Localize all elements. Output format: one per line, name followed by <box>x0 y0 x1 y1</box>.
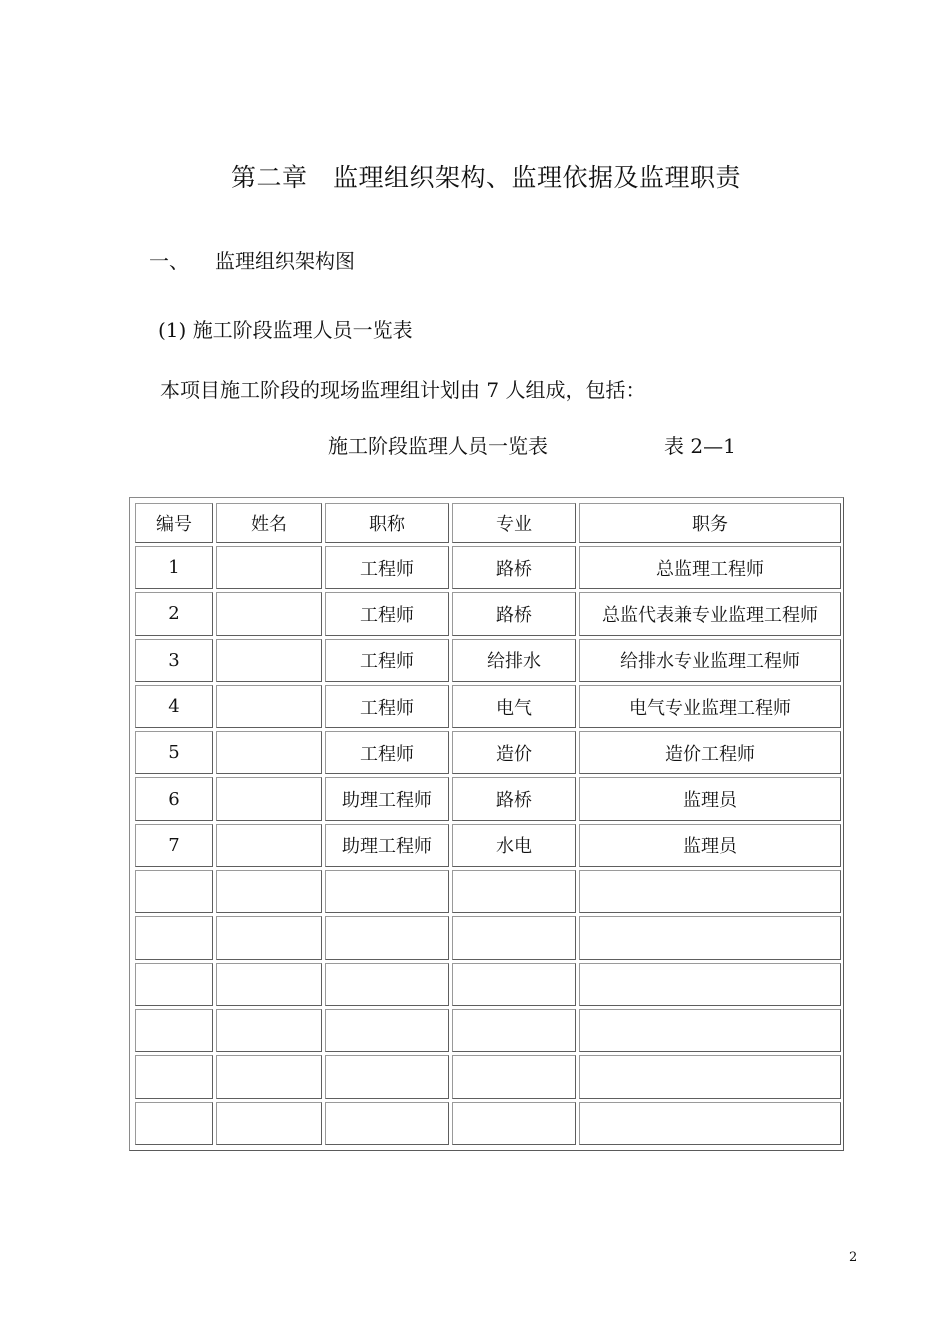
cell-id: 7 <box>135 824 213 867</box>
cell-name <box>216 1102 322 1145</box>
cell-name <box>216 546 322 589</box>
table-row <box>135 546 841 589</box>
cell-name <box>216 1055 322 1098</box>
cell-position: 给排水专业监理工程师 <box>579 639 841 682</box>
cell-title: 工程师 <box>325 685 449 728</box>
cell-id: 1 <box>135 546 213 589</box>
table-row <box>135 731 841 774</box>
cell-id <box>135 870 213 913</box>
header-title: 职称 <box>325 503 449 543</box>
table-body <box>135 546 841 1145</box>
cell-position <box>579 1102 841 1145</box>
cell-specialty: 造价 <box>452 731 576 774</box>
cell-position: 监理员 <box>579 824 841 867</box>
cell-position: 造价工程师 <box>579 731 841 774</box>
table-number: 表 2—1 <box>664 434 736 458</box>
cell-specialty: 路桥 <box>452 777 576 820</box>
cell-id <box>135 1102 213 1145</box>
cell-specialty <box>452 963 576 1006</box>
cell-name <box>216 963 322 1006</box>
cell-name <box>216 916 322 959</box>
staff-table-frame <box>129 497 844 1151</box>
cell-title: 工程师 <box>325 639 449 682</box>
cell-name <box>216 870 322 913</box>
cell-position: 电气专业监理工程师 <box>579 685 841 728</box>
table-header-row <box>135 503 841 543</box>
cell-specialty <box>452 1055 576 1098</box>
page-number: 2 <box>849 1250 858 1265</box>
header-position: 职务 <box>579 503 841 543</box>
cell-name <box>216 731 322 774</box>
cell-title <box>325 916 449 959</box>
table-row <box>135 916 841 959</box>
section-title: 监理组织架构图 <box>215 249 355 273</box>
cell-specialty: 路桥 <box>452 546 576 589</box>
cell-id <box>135 963 213 1006</box>
table-row <box>135 685 841 728</box>
cell-id: 5 <box>135 731 213 774</box>
table-row <box>135 1102 841 1145</box>
table-row <box>135 592 841 635</box>
cell-title <box>325 1009 449 1052</box>
subsection-heading: (1) 施工阶段监理人员一览表 <box>158 318 413 342</box>
cell-title: 工程师 <box>325 731 449 774</box>
cell-id: 2 <box>135 592 213 635</box>
table-row <box>135 1009 841 1052</box>
cell-name <box>216 777 322 820</box>
cell-name <box>216 1009 322 1052</box>
table-row <box>135 1055 841 1098</box>
cell-specialty <box>452 1009 576 1052</box>
cell-id <box>135 916 213 959</box>
cell-specialty <box>452 870 576 913</box>
table-caption: 施工阶段监理人员一览表 <box>328 434 548 458</box>
cell-title: 工程师 <box>325 592 449 635</box>
cell-title: 助理工程师 <box>325 824 449 867</box>
cell-specialty: 给排水 <box>452 639 576 682</box>
cell-title <box>325 1055 449 1098</box>
cell-title <box>325 963 449 1006</box>
table-row <box>135 824 841 867</box>
cell-position: 监理员 <box>579 777 841 820</box>
cell-id: 6 <box>135 777 213 820</box>
cell-specialty: 电气 <box>452 685 576 728</box>
cell-title <box>325 1102 449 1145</box>
header-id: 编号 <box>135 503 213 543</box>
header-name: 姓名 <box>216 503 322 543</box>
intro-paragraph: 本项目施工阶段的现场监理组计划由 7 人组成，包括： <box>160 378 646 402</box>
cell-name <box>216 824 322 867</box>
staff-table <box>132 500 844 1148</box>
cell-position: 总监代表兼专业监理工程师 <box>579 592 841 635</box>
cell-specialty: 路桥 <box>452 592 576 635</box>
cell-position <box>579 1009 841 1052</box>
cell-name <box>216 639 322 682</box>
cell-id: 4 <box>135 685 213 728</box>
cell-position <box>579 916 841 959</box>
cell-id: 3 <box>135 639 213 682</box>
cell-name <box>216 685 322 728</box>
cell-title <box>325 870 449 913</box>
cell-id <box>135 1055 213 1098</box>
cell-specialty: 水电 <box>452 824 576 867</box>
cell-position <box>579 870 841 913</box>
cell-title: 助理工程师 <box>325 777 449 820</box>
header-specialty: 专业 <box>452 503 576 543</box>
section-number: 一、 <box>149 249 189 273</box>
cell-position <box>579 1055 841 1098</box>
cell-id <box>135 1009 213 1052</box>
cell-position: 总监理工程师 <box>579 546 841 589</box>
cell-position <box>579 963 841 1006</box>
table-row <box>135 777 841 820</box>
cell-name <box>216 592 322 635</box>
table-row <box>135 963 841 1006</box>
cell-specialty <box>452 1102 576 1145</box>
cell-specialty <box>452 916 576 959</box>
chapter-title: 第二章 监理组织架构、监理依据及监理职责 <box>230 163 741 192</box>
section-heading <box>149 245 355 274</box>
table-row <box>135 870 841 913</box>
table-row <box>135 639 841 682</box>
cell-title: 工程师 <box>325 546 449 589</box>
